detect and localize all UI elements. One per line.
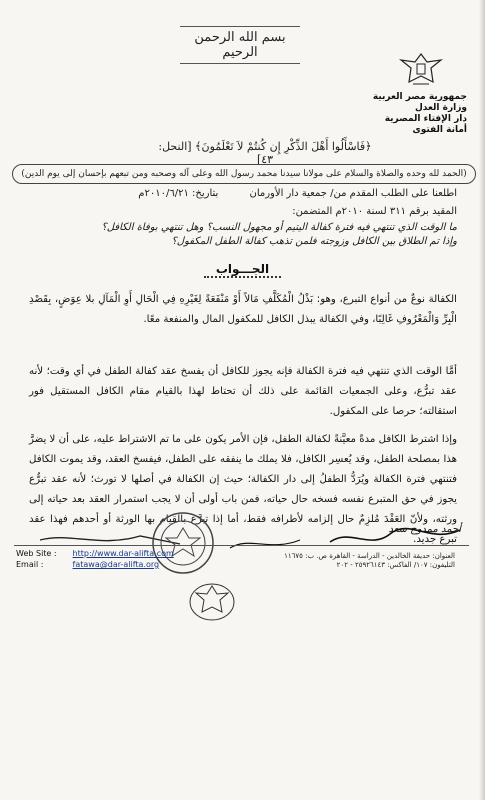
website-label: Web Site : [16, 549, 57, 558]
postal-address: العنوان: حديقة الخالدين - الدراسة - القاهرة ص. ب: ١١٦٧٥ [284, 552, 455, 560]
answer-heading [0, 262, 485, 276]
quran-verse: ﴿فَاسْأَلُوا أَهْلَ الذِّكْرِ إِن كُنتُمْ لاَ تَعْلَمُونَ﴾ [النحل: ٤٣] [158, 140, 372, 166]
request-date: بتاريخ: ٢٠١٠/٦/٢١م [138, 188, 219, 199]
org-line-fatwa-secretariat: أمانة الفتوى [412, 125, 467, 135]
email-link[interactable]: fatawa@dar-alifta.org [72, 560, 160, 569]
secondary-stamp-icon [188, 582, 236, 622]
footer-divider [14, 545, 469, 546]
request-from: اطلعنا على الطلب المقدم من/ جمعية دار الأورمان [249, 188, 457, 199]
website-row [16, 548, 174, 559]
signatory-name: أحمد ممدوح سعد [388, 524, 461, 535]
reference-line-2: المقيد برقم ٣١١ لسنة ٢٠١٠م المتضمن: [292, 206, 457, 217]
org-line-dar-alifta: دار الإفتاء المصرية [384, 114, 467, 124]
bismillah-text: بسم الله الرحمن الرحيم [180, 26, 300, 64]
question-1: ما الوقت الذي تنتهي فيه فترة كفالة اليتيم أو مجهول النسب؟ وهل تنتهي بوفاة الكافل؟ [101, 222, 457, 233]
reference-line-1 [138, 188, 457, 199]
email-row [16, 559, 174, 570]
organization-block [372, 92, 467, 136]
answer-heading-text: الجـــواب [204, 262, 281, 278]
org-line-ministry: وزارة العدل [414, 103, 467, 113]
contact-info [16, 548, 174, 570]
address-block [250, 552, 455, 570]
website-link[interactable]: http://www.dar-alifta.com [72, 549, 174, 558]
answer-paragraph-2: أمَّا الوقت الذي تنتهي فيه فترة الكفالة فإنه يجوز للكافل أن يفسخ عقد كفالة الطفل في أي وقت؛ لأنه عقد تبرُّع، وعلى الجمعيات القائمة على ذلك أن تحتاط لهذا بالقيام مقام الكافل المستقيل فور استقالته؛ حرصا على المكفول. [29, 366, 457, 417]
org-line-country: جمهورية مصر العربية [372, 92, 467, 102]
answer-paragraph-3: وإذا اشترط الكافل مدةً معيَّنةً لكفالة الطفل، فإن الأمر يكون على ما تم الاشتراط عليه، على أن لا يضرَّ هذا بمصلحة الطفل، وقد يُعسِر الكافل، فلا يملك ما ينفقه على الطفل، فيفسخ العقد، وقد يموت الكافل فتنتهي فترة الكفالة ويُرَدُّ الطفلُ إلى دار الكفالة؛ حيث إن الكفالة في أصلها لا تورث؛ لأنه عقد تبرُّع يجوز في حق المتبرع نفسه فسخه حال حياته، فمن باب أولى أن لا يجب استمرار العقد بعد حياته إلى ورثته، ولأنّ العَقْدَ مُلزِمٌ حال إلزامه لأطرافه فقط، أما إذا تبرَّع بالقيام بها الورثة أو أحدهم فهذا عقد تبرع جديد. [29, 434, 457, 545]
hamdala-banner: (الحمد لله وحده والصلاة والسلام على مولانا سيدنا محمد رسول الله وعلى آله وصحبه ومن تبعهم بإحسان إلى يوم الدين) [12, 164, 476, 184]
phone-fax: التليفون: ١٠٧/ الفاكس: ٢٥٩٢٦١٤٣ - ٢٠٢ [336, 561, 455, 569]
scan-edge [479, 0, 485, 800]
question-2: وإذا تم الطلاق بين الكافل وزوجته فلمن تذهب كفالة الطفل المكفول؟ [171, 236, 457, 247]
email-label: Email : [16, 560, 44, 569]
bismillah-calligraphy [180, 26, 300, 58]
answer-paragraph-1: الكفالة نوعٌ من أنواع التبرع، وهو: بَذْلُ الْمُكَلَّفِ مَالاً أَوْ مَنْفَعَةً لِغَيْرِهِ فِي الْحَالِ أَوِ الْمَآلِ بلا عِوَضٍ، بِقَصْدِ الْبِرِّ وَالْمَعْرُوفِ غَالِبًا، وفي الكفالة يبذل الكافل للمكفول المال والمنفعة معًا. [29, 294, 457, 325]
eagle-emblem-icon [397, 52, 445, 86]
